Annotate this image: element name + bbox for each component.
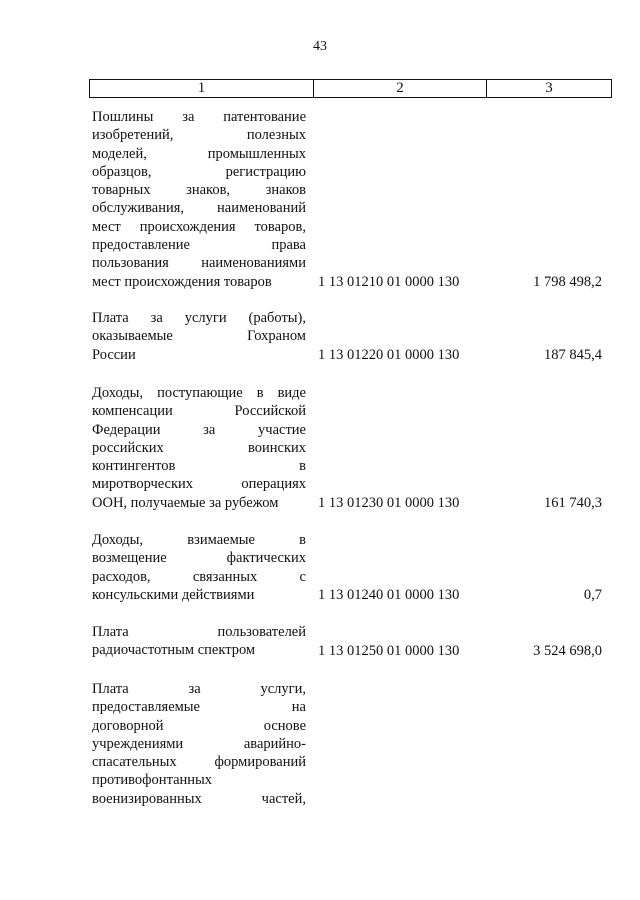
description-line: военизированных частей, bbox=[92, 790, 306, 807]
row-description bbox=[92, 108, 306, 291]
description-line: Доходы, поступающие в виде bbox=[92, 385, 306, 401]
row-amount: 1 798 498,2 bbox=[533, 274, 602, 290]
description-line: российских воинских bbox=[92, 439, 306, 456]
description-line: оказываемые Гохраном bbox=[92, 328, 306, 345]
description-line: мест происхождения товаров, bbox=[92, 218, 306, 235]
description-line: консульскими действиями bbox=[92, 586, 255, 603]
description-line: Пошлины за патентование bbox=[92, 109, 306, 125]
row-amount: 0,7 bbox=[583, 587, 602, 603]
row-code: 1 13 01240 01 0000 130 bbox=[318, 587, 460, 603]
description-line: Плата пользователей bbox=[92, 624, 306, 640]
description-line: Федерации за участие bbox=[92, 421, 306, 438]
description-line: компенсации Российской bbox=[92, 403, 306, 420]
page-number: 43 bbox=[313, 39, 327, 54]
description-line: образцов, регистрацию bbox=[92, 163, 306, 180]
description-line: пользования наименованиями bbox=[92, 255, 306, 272]
row-amount: 3 524 698,0 bbox=[533, 643, 602, 659]
description-line: миротворческих операциях bbox=[92, 476, 306, 493]
row-code: 1 13 01250 01 0000 130 bbox=[318, 643, 460, 659]
description-line: Плата за услуги (работы), bbox=[92, 310, 306, 326]
description-line: учреждениями аварийно- bbox=[92, 735, 306, 752]
row-code: 1 13 01220 01 0000 130 bbox=[318, 347, 460, 363]
description-line: Плата за услуги, bbox=[92, 681, 306, 697]
description-line: предоставляемые на bbox=[92, 699, 306, 716]
row-amount: 187 845,4 bbox=[544, 347, 602, 363]
description-line: изобретений, полезных bbox=[92, 127, 306, 144]
row-description bbox=[92, 384, 306, 512]
description-line: товарных знаков, знаков bbox=[92, 182, 306, 199]
description-line: обслуживания, наименований bbox=[92, 200, 306, 217]
description-line: контингентов в bbox=[92, 458, 306, 475]
row-code: 1 13 01210 01 0000 130 bbox=[318, 274, 460, 290]
description-line: Доходы, взимаемые в bbox=[92, 532, 306, 548]
row-description bbox=[92, 531, 306, 604]
row-amount: 161 740,3 bbox=[544, 495, 602, 511]
description-line: ООН, получаемые за рубежом bbox=[92, 494, 279, 511]
description-line: противофонтанных bbox=[92, 772, 213, 789]
description-line: предоставление права bbox=[92, 237, 306, 254]
description-line: возмещение фактических bbox=[92, 550, 306, 567]
row-code: 1 13 01230 01 0000 130 bbox=[318, 495, 460, 511]
row-description bbox=[92, 680, 306, 808]
description-line: спасательных формирований bbox=[92, 754, 306, 771]
description-line: договорной основе bbox=[92, 717, 306, 734]
description-line: радиочастотным спектром bbox=[92, 642, 256, 659]
header-col-1: 1 bbox=[90, 80, 314, 97]
row-description bbox=[92, 309, 306, 364]
header-col-2: 2 bbox=[314, 80, 487, 97]
row-description bbox=[92, 623, 306, 660]
description-line: моделей, промышленных bbox=[92, 145, 306, 162]
description-line: России bbox=[92, 346, 136, 363]
table-header bbox=[89, 79, 612, 98]
header-col-3: 3 bbox=[545, 80, 553, 96]
description-line: расходов, связанных с bbox=[92, 568, 306, 585]
description-line: мест происхождения товаров bbox=[92, 273, 272, 290]
